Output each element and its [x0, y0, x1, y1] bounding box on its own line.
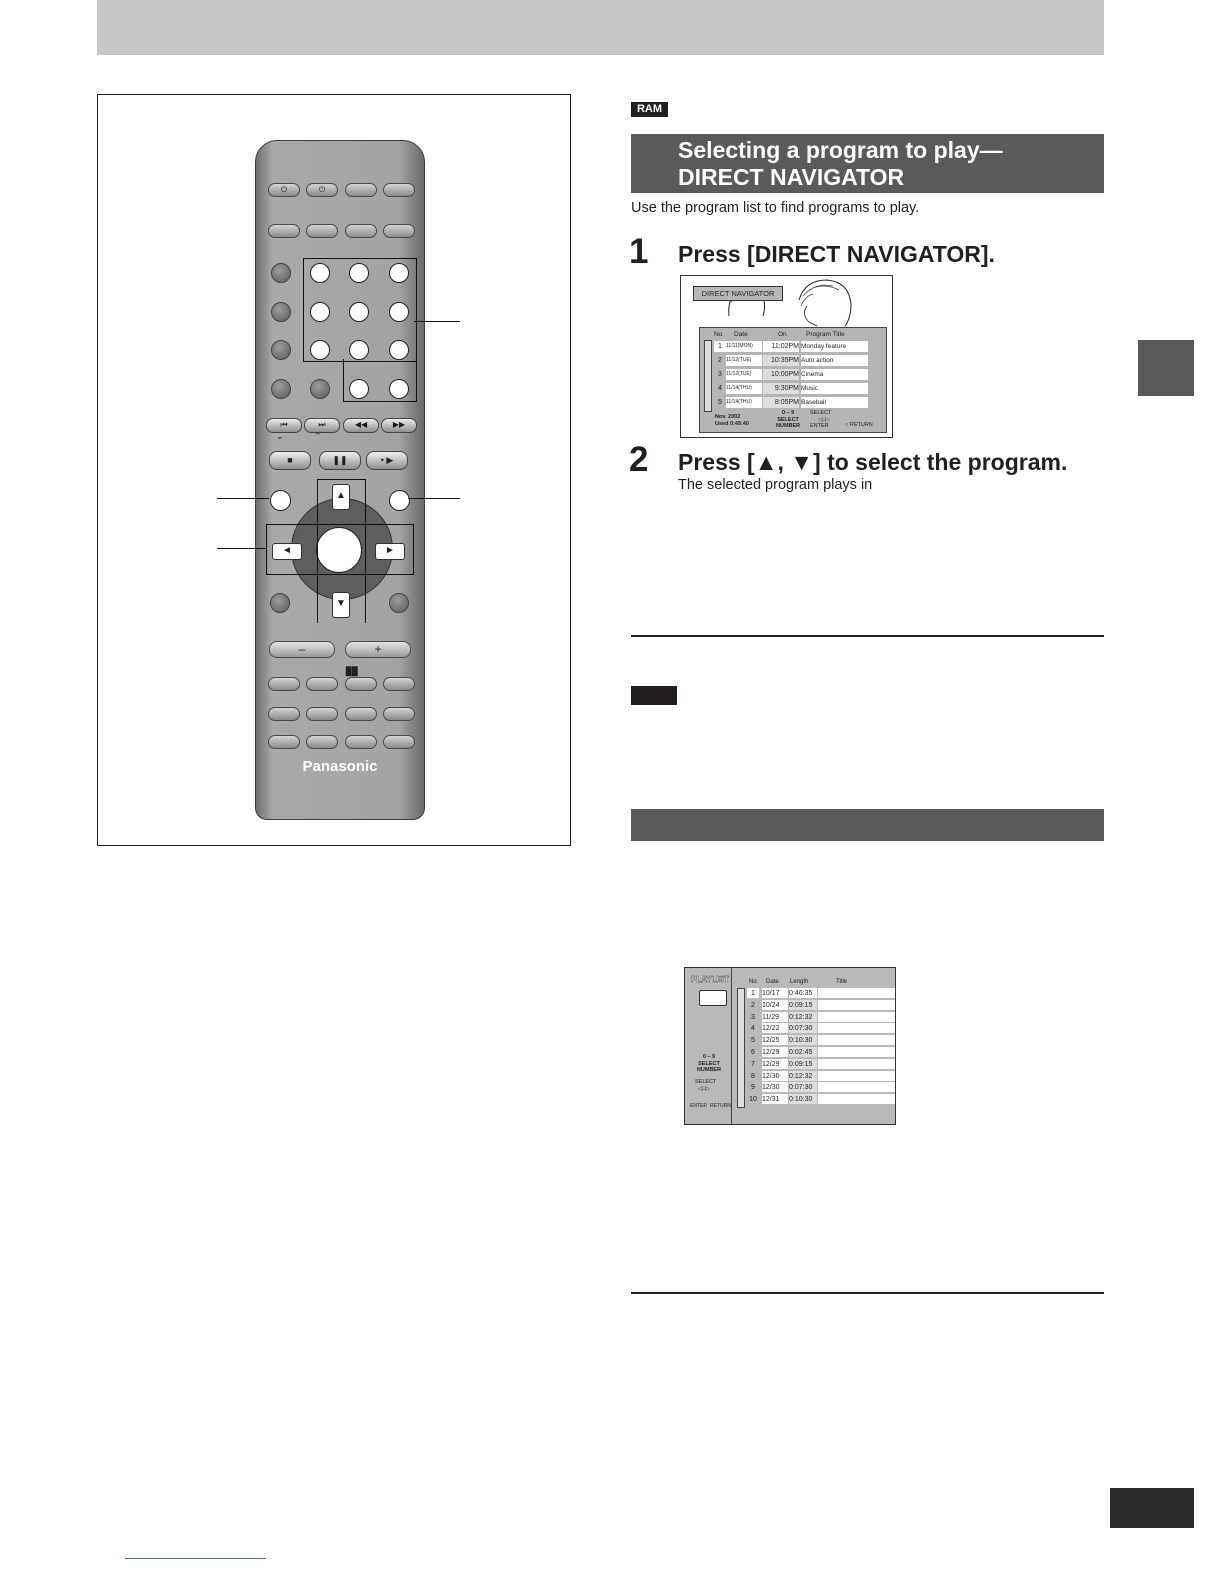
remote-control	[255, 140, 425, 820]
remote-button[interactable]	[345, 735, 377, 749]
callout-line	[414, 321, 460, 322]
table-row[interactable]: 3 11/12(TUE) 10:00PM Cinema	[714, 369, 868, 380]
remote-button[interactable]	[268, 735, 300, 749]
arrow-keys-outline-horizontal	[266, 524, 414, 575]
number-button[interactable]	[349, 263, 369, 283]
play-button[interactable]: • ▶	[366, 451, 408, 470]
plus-button[interactable]: +	[345, 641, 411, 658]
select-number-hint: 0 – 9 SELECT NUMBER	[696, 1054, 722, 1073]
column-header: Program Title	[806, 331, 845, 338]
skip-back-button[interactable]: ⏮	[266, 418, 302, 433]
callout-line	[408, 498, 460, 499]
dolby-icon: ▉▉	[346, 667, 359, 676]
note-badge	[631, 686, 677, 705]
remote-button[interactable]	[345, 183, 377, 197]
table-row[interactable]: 6 12/29 0:02:45	[747, 1047, 885, 1058]
skip-forward-button[interactable]: ⏭	[304, 418, 340, 433]
column-header: Date	[734, 331, 748, 338]
step-body: The selected program plays in	[678, 477, 873, 493]
chevron-down-icon: ⌄	[276, 431, 284, 441]
table-row[interactable]: 2 10/24 0:09:15	[747, 1000, 885, 1011]
select-hint: SELECT ◁□▷ ENTER	[810, 410, 832, 429]
table-row[interactable]: 1 10/17 0:46:35	[747, 988, 885, 999]
remote-button[interactable]	[306, 224, 338, 238]
power-button-2[interactable]: ⏻	[306, 183, 338, 197]
remote-button[interactable]	[271, 263, 291, 283]
step-title: Press [DIRECT NAVIGATOR].	[678, 241, 995, 267]
right-arrow-button[interactable]: ►	[375, 543, 405, 560]
column-header: No	[749, 979, 757, 985]
column-header: Length	[790, 979, 809, 985]
remote-button[interactable]	[268, 677, 300, 691]
scrollbar[interactable]	[704, 340, 712, 412]
remote-button[interactable]	[345, 224, 377, 238]
divider	[631, 1292, 1104, 1294]
column-header: On	[778, 331, 787, 338]
screen-label: DIRECT NAVIGATOR	[693, 286, 783, 301]
rewind-button[interactable]: ◀◀	[343, 418, 379, 433]
remote-button[interactable]	[383, 183, 415, 197]
remote-button[interactable]	[271, 340, 291, 360]
column-header: Date	[766, 979, 779, 985]
number-button[interactable]	[310, 302, 330, 322]
callout-line	[217, 498, 269, 499]
footer-date: Nov. 2002 Used 0:49:40	[715, 414, 749, 427]
remote-button[interactable]	[306, 677, 338, 691]
link-underline[interactable]	[125, 1558, 266, 1559]
pause-button[interactable]: ❚❚	[319, 451, 361, 470]
step-title: Press [▲, ▼] to select the program.	[678, 449, 1068, 475]
playlist-screen	[684, 967, 896, 1125]
program-list-panel	[699, 327, 887, 433]
divider	[631, 635, 1104, 637]
table-row[interactable]: 5 11/14(THU) 8:05PM Baseball	[714, 397, 868, 408]
column-header: No	[714, 331, 723, 338]
table-row[interactable]: 4 11/14(THU) 9:30PM Music	[714, 383, 868, 394]
brand-logo: Panasonic	[302, 758, 378, 775]
remote-button[interactable]	[268, 707, 300, 721]
playlist-table	[733, 988, 885, 1108]
number-button[interactable]	[389, 263, 409, 283]
page-number-box	[1110, 1488, 1194, 1528]
remote-button[interactable]	[310, 379, 330, 399]
return-hint: ○ RETURN	[845, 422, 873, 428]
number-button[interactable]	[389, 340, 409, 360]
power-button[interactable]: ⏻	[268, 183, 300, 197]
table-row[interactable]: 7 12/29 0:09:15	[747, 1059, 885, 1070]
enter-hint: ENTER	[690, 1103, 707, 1109]
select-hint: SELECT ◁□▷	[695, 1079, 717, 1092]
remote-button[interactable]	[345, 677, 377, 691]
table-row[interactable]: 2 11/12(TUE) 10:35PM Auto action	[714, 355, 868, 366]
direct-navigator-screen	[680, 275, 893, 438]
section-title-bar	[631, 809, 1104, 841]
table-row[interactable]: 3 11/29 0:12:32	[747, 1012, 885, 1023]
callout-line	[217, 548, 266, 549]
number-button[interactable]	[349, 379, 369, 399]
left-arrow-button[interactable]: ◄	[272, 543, 302, 560]
minus-button[interactable]: –	[269, 641, 335, 658]
number-button[interactable]	[349, 302, 369, 322]
column-header: Title	[836, 979, 848, 985]
remote-button[interactable]	[271, 379, 291, 399]
chevron-up-icon: ⌃	[314, 431, 322, 441]
remote-button[interactable]	[383, 707, 415, 721]
remote-button[interactable]	[306, 707, 338, 721]
playlist-icon	[699, 990, 727, 1006]
remote-button[interactable]	[271, 302, 291, 322]
table-row[interactable]: 9 12/30 0:07:30	[747, 1082, 885, 1093]
ram-badge: RAM	[631, 102, 668, 117]
table-row[interactable]: 1 11/11(MON) 11:02PM Monday feature	[714, 341, 868, 352]
remote-button[interactable]	[383, 677, 415, 691]
remote-button[interactable]	[345, 707, 377, 721]
table-row[interactable]: 5 12/25 0:10:30	[747, 1035, 885, 1046]
divider	[731, 968, 732, 1124]
table-row[interactable]: 10 12/31 0:10:30	[747, 1094, 885, 1105]
remote-button[interactable]	[306, 735, 338, 749]
number-button[interactable]	[349, 340, 369, 360]
step-number: 1	[629, 232, 649, 271]
fast-forward-button[interactable]: ▶▶	[381, 418, 417, 433]
number-button[interactable]	[389, 302, 409, 322]
return-hint: RETURN	[710, 1103, 731, 1109]
chapter-tab	[1138, 340, 1194, 396]
up-arrow-button[interactable]: ▲	[332, 484, 350, 510]
remote-button[interactable]	[383, 224, 415, 238]
intro-text: Use the program list to find programs to play.	[631, 200, 920, 216]
header-band	[97, 0, 1104, 55]
direct-navigator-button[interactable]	[270, 490, 291, 511]
section-title: Selecting a program to play— DIRECT NAVIGATOR	[678, 137, 1003, 190]
select-number-hint: 0 – 9 SELECT NUMBER	[776, 410, 801, 429]
remote-button[interactable]	[268, 224, 300, 238]
stop-button[interactable]: ■	[269, 451, 311, 470]
table-row[interactable]: 8 12/30 0:12:32	[747, 1071, 885, 1082]
down-arrow-button[interactable]: ▼	[332, 592, 350, 618]
number-button[interactable]	[310, 263, 330, 283]
step-number: 2	[629, 440, 649, 479]
remote-button[interactable]	[383, 735, 415, 749]
table-row[interactable]: 4 12/22 0:07:30	[747, 1023, 885, 1034]
number-button[interactable]	[389, 379, 409, 399]
screen-title: PLAYLIST	[691, 975, 729, 984]
submenu-button[interactable]	[389, 490, 410, 511]
number-button[interactable]	[310, 340, 330, 360]
remote-button[interactable]	[270, 593, 290, 613]
return-button[interactable]	[389, 593, 409, 613]
